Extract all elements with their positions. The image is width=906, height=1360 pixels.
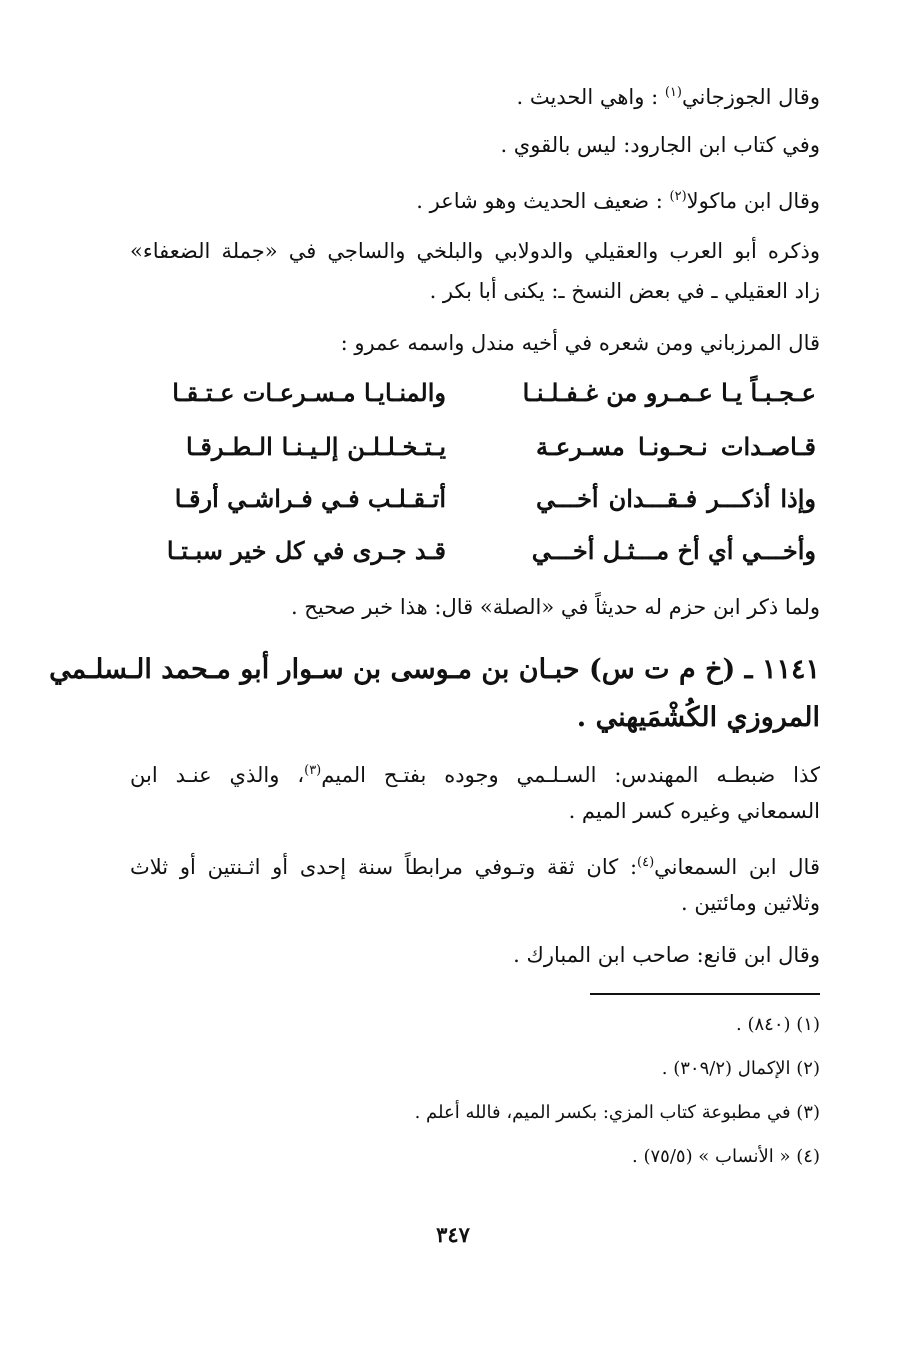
- verse-hemistich-right: قـاصـدات نـحـونـا مسـرعـة: [536, 432, 816, 461]
- verse-hemistich-left: قـد جـرى في كل خير سبـتـا: [166, 536, 446, 565]
- verse-row-2: [130, 432, 816, 472]
- verse-hemistich-right: وإذا أذكـــر فـقـــدان أخـــي: [536, 484, 816, 513]
- footnote-ref: (١): [664, 85, 682, 100]
- footnote-ref: (٤): [637, 855, 655, 870]
- verse-hemistich-left: والمنـايـا مـسـرعـات عـتـقـا: [172, 378, 446, 407]
- verse-hemistich-right: عـجـبـاً يـا عـمـرو من غـفـلـنـا: [522, 378, 816, 407]
- verse-hemistich-right: وأخـــي أي أخ مـــثـل أخـــي: [531, 536, 816, 565]
- text: كذا ضبطـه المهندس: السـلـمي وجوده بفتـح الميم: [321, 763, 820, 787]
- body-line-1: [130, 756, 820, 790]
- text-line-1: [130, 78, 820, 112]
- text-line-2: وفي كتاب ابن الجارود: ليس بالقوي .: [500, 133, 820, 157]
- footnote-separator: [590, 993, 820, 995]
- text: : ضعيف الحديث وهو شاعر .: [416, 189, 670, 213]
- text-line-4: وذكره أبو العرب والعقيلي والدولابي والبلخي والساجي في «جملة الضعفاء»: [130, 239, 820, 263]
- footnote-2: (٢) الإكمال (٣٠٩/٢) .: [661, 1058, 820, 1079]
- body-line-2: السمعاني وغيره كسر الميم .: [568, 799, 820, 823]
- text-line-5: زاد العقيلي ـ في بعض النسخ ـ: يكنى أبا بكر .: [429, 279, 820, 303]
- footnote-4: (٤) « الأنساب » (٧٥/٥) .: [632, 1146, 820, 1167]
- text-line-6: قال المرزباني ومن شعره في أخيه مندل واسمه عمرو :: [340, 331, 820, 355]
- verse-row-4: [130, 536, 816, 576]
- text-line-after-verses: ولما ذكر ابن حزم له حديثاً في «الصلة» قال: هذا خبر صحيح .: [290, 595, 820, 619]
- footnote-ref: (٣): [304, 763, 322, 778]
- footnote-3: (٣) في مطبوعة كتاب المزي: بكسر الميم، فالله أعلم .: [414, 1102, 820, 1123]
- text: : كان ثقة وتـوفي مرابطاً سنة إحدى أو اثـنتين أو ثلاث: [130, 855, 638, 879]
- text: وقال ابن ماكولا: [686, 189, 820, 213]
- text: قال ابن السمعاني: [654, 855, 820, 879]
- body-line-5: وقال ابن قانع: صاحب ابن المبارك .: [513, 943, 820, 967]
- text: وقال الجوزجاني: [681, 85, 820, 109]
- text-line-3: [130, 182, 820, 216]
- body-line-3: [130, 848, 820, 882]
- verse-row-3: [130, 484, 816, 524]
- page-number: ٣٤٧: [436, 1222, 470, 1247]
- entry-heading-line-1: ١١٤١ ـ (خ م ت س) حبـان بن مـوسى بن سـوار أبو مـحمد الـسلـمي: [49, 654, 820, 685]
- footnote-ref: (٢): [669, 189, 687, 204]
- text: : واهي الحديث .: [516, 85, 665, 109]
- body-line-4: وثلاثين ومائتين .: [680, 891, 820, 915]
- verse-row-1: [130, 378, 816, 418]
- text: ، والذي عنـد ابن: [130, 763, 305, 787]
- verse-hemistich-left: أتـقـلـب فـي فـراشـي أرقـا: [174, 484, 446, 513]
- entry-heading-line-2: المروزي الكُشْمَيهني .: [576, 702, 820, 733]
- verse-hemistich-left: يـتـخـلـلـن إلـيـنـا الـطـرقـا: [186, 432, 446, 461]
- footnote-1: (١) (٨٤٠) .: [736, 1014, 820, 1035]
